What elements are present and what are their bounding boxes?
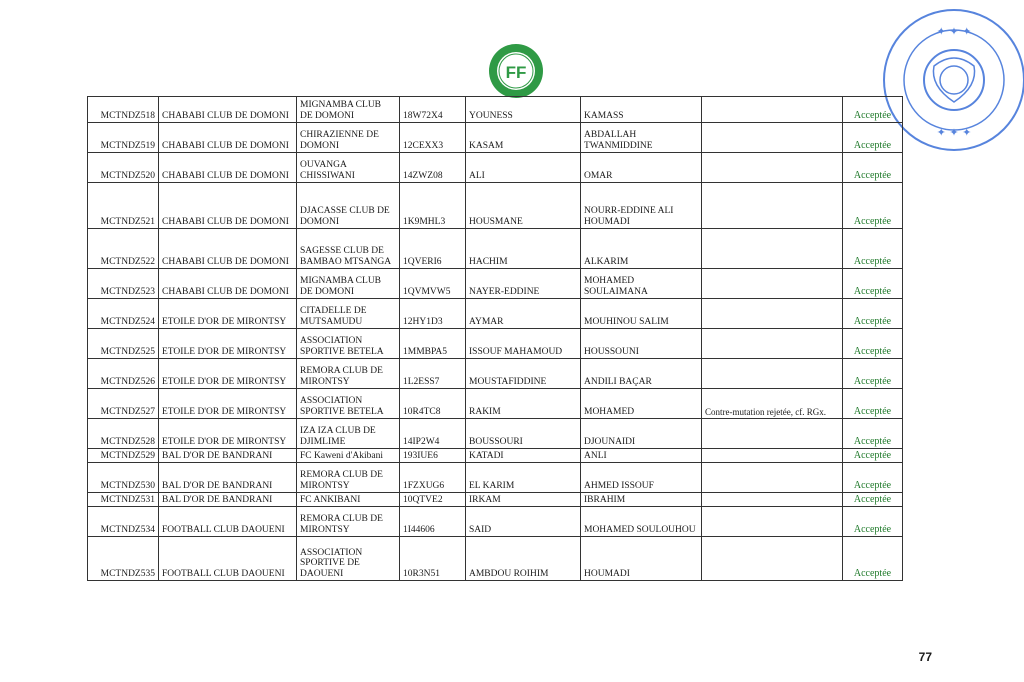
- status-badge: Acceptée: [843, 537, 903, 581]
- club-origin: BAL D'OR DE BANDRANI: [159, 493, 297, 507]
- mutation-id: MCTNDZ530: [88, 463, 159, 493]
- mutations-table: [87, 96, 903, 581]
- status-badge: Acceptée: [843, 329, 903, 359]
- club-origin: ETOILE D'OR DE MIRONTSY: [159, 419, 297, 449]
- table-row: [88, 449, 903, 463]
- mutation-id: MCTNDZ518: [88, 97, 159, 123]
- club-origin: CHABABI CLUB DE DOMONI: [159, 229, 297, 269]
- licence-code: 1I44606: [400, 507, 466, 537]
- player-first-name: RAKIM: [466, 389, 581, 419]
- player-first-name: BOUSSOURI: [466, 419, 581, 449]
- table-row: [88, 359, 903, 389]
- licence-code: 10R3N51: [400, 537, 466, 581]
- licence-code: 10QTVE2: [400, 493, 466, 507]
- status-badge: Acceptée: [843, 153, 903, 183]
- observation: Contre-mutation rejetée, cf. RGx.: [702, 389, 843, 419]
- licence-code: 1FZXUG6: [400, 463, 466, 493]
- player-last-name: MOHAMED SOULOUHOU: [581, 507, 702, 537]
- player-first-name: HACHIM: [466, 229, 581, 269]
- club-destination: SAGESSE CLUB DE BAMBAO MTSANGA: [297, 229, 400, 269]
- table-row: [88, 419, 903, 449]
- licence-code: 10R4TC8: [400, 389, 466, 419]
- club-destination: FC ANKIBANI: [297, 493, 400, 507]
- player-last-name: MOUHINOU SALIM: [581, 299, 702, 329]
- player-last-name: ANLI: [581, 449, 702, 463]
- player-first-name: AYMAR: [466, 299, 581, 329]
- status-badge: Acceptée: [843, 299, 903, 329]
- status-badge: Acceptée: [843, 449, 903, 463]
- club-destination: CHIRAZIENNE DE DOMONI: [297, 123, 400, 153]
- player-first-name: SAID: [466, 507, 581, 537]
- player-last-name: MOHAMED SOULAIMANA: [581, 269, 702, 299]
- player-first-name: IRKAM: [466, 493, 581, 507]
- table-row: [88, 493, 903, 507]
- player-last-name: KAMASS: [581, 97, 702, 123]
- svg-text:✦ ✦ ✦: ✦ ✦ ✦: [936, 126, 972, 139]
- observation: [702, 269, 843, 299]
- player-first-name: KASAM: [466, 123, 581, 153]
- player-last-name: OMAR: [581, 153, 702, 183]
- club-destination: REMORA CLUB DE MIRONTSY: [297, 359, 400, 389]
- status-badge: Acceptée: [843, 419, 903, 449]
- status-badge: Acceptée: [843, 463, 903, 493]
- licence-code: 1QVERI6: [400, 229, 466, 269]
- club-origin: BAL D'OR DE BANDRANI: [159, 449, 297, 463]
- club-destination: FC Kaweni d'Akibani: [297, 449, 400, 463]
- observation: [702, 123, 843, 153]
- licence-code: 18W72X4: [400, 97, 466, 123]
- mutation-id: MCTNDZ525: [88, 329, 159, 359]
- club-origin: FOOTBALL CLUB DAOUENI: [159, 507, 297, 537]
- mutation-id: MCTNDZ521: [88, 183, 159, 229]
- player-last-name: AHMED ISSOUF: [581, 463, 702, 493]
- svg-text:✦ ✦ ✦: ✦ ✦ ✦: [936, 25, 972, 38]
- table-row: [88, 389, 903, 419]
- status-badge: Acceptée: [843, 507, 903, 537]
- licence-code: 193IUE6: [400, 449, 466, 463]
- club-destination: MIGNAMBA CLUB DE DOMONI: [297, 269, 400, 299]
- table-row: [88, 97, 903, 123]
- status-badge: Acceptée: [843, 493, 903, 507]
- club-destination: OUVANGA CHISSIWANI: [297, 153, 400, 183]
- mutation-id: MCTNDZ523: [88, 269, 159, 299]
- observation: [702, 493, 843, 507]
- licence-code: 12CEXX3: [400, 123, 466, 153]
- club-destination: DJACASSE CLUB DE DOMONI: [297, 183, 400, 229]
- table-row: [88, 507, 903, 537]
- player-last-name: ABDALLAH TWANMIDDINE: [581, 123, 702, 153]
- mutation-id: MCTNDZ526: [88, 359, 159, 389]
- observation: [702, 359, 843, 389]
- club-origin: CHABABI CLUB DE DOMONI: [159, 97, 297, 123]
- table-row: [88, 229, 903, 269]
- club-origin: CHABABI CLUB DE DOMONI: [159, 123, 297, 153]
- player-last-name: ANDILI BAÇAR: [581, 359, 702, 389]
- status-badge: Acceptée: [843, 123, 903, 153]
- table-row: [88, 329, 903, 359]
- status-badge: Acceptée: [843, 359, 903, 389]
- licence-code: 1QVMVW5: [400, 269, 466, 299]
- player-last-name: ALKARIM: [581, 229, 702, 269]
- page-number: 77: [918, 650, 932, 664]
- club-origin: ETOILE D'OR DE MIRONTSY: [159, 329, 297, 359]
- mutation-id: MCTNDZ522: [88, 229, 159, 269]
- status-badge: Acceptée: [843, 183, 903, 229]
- licence-code: 12HY1D3: [400, 299, 466, 329]
- club-destination: REMORA CLUB DE MIRONTSY: [297, 463, 400, 493]
- table-row: [88, 537, 903, 581]
- player-first-name: ISSOUF MAHAMOUD: [466, 329, 581, 359]
- mutation-id: MCTNDZ527: [88, 389, 159, 419]
- club-destination: ASSOCIATION SPORTIVE BETELA: [297, 389, 400, 419]
- licence-code: 1L2ESS7: [400, 359, 466, 389]
- mutation-id: MCTNDZ524: [88, 299, 159, 329]
- licence-code: 14ZWZ08: [400, 153, 466, 183]
- club-destination: IZA IZA CLUB DE DJIMLIME: [297, 419, 400, 449]
- licence-code: 1MMBPA5: [400, 329, 466, 359]
- status-badge: Acceptée: [843, 229, 903, 269]
- club-destination: ASSOCIATION SPORTIVE BETELA: [297, 329, 400, 359]
- player-first-name: ALI: [466, 153, 581, 183]
- mutation-id: MCTNDZ535: [88, 537, 159, 581]
- logo-monogram: FF: [505, 63, 527, 82]
- mutation-id: MCTNDZ520: [88, 153, 159, 183]
- table-row: [88, 183, 903, 229]
- status-badge: Acceptée: [843, 97, 903, 123]
- table-row: [88, 123, 903, 153]
- observation: [702, 463, 843, 493]
- player-first-name: MOUSTAFIDDINE: [466, 359, 581, 389]
- mutations-table-body: [88, 97, 903, 581]
- player-last-name: MOHAMED: [581, 389, 702, 419]
- club-origin: FOOTBALL CLUB DAOUENI: [159, 537, 297, 581]
- observation: [702, 329, 843, 359]
- observation: [702, 97, 843, 123]
- club-destination: ASSOCIATION SPORTIVE DE DAOUENI: [297, 537, 400, 581]
- player-first-name: EL KARIM: [466, 463, 581, 493]
- club-origin: ETOILE D'OR DE MIRONTSY: [159, 299, 297, 329]
- table-row: [88, 463, 903, 493]
- mutation-id: MCTNDZ519: [88, 123, 159, 153]
- table-row: [88, 299, 903, 329]
- observation: [702, 229, 843, 269]
- club-origin: ETOILE D'OR DE MIRONTSY: [159, 359, 297, 389]
- club-destination: REMORA CLUB DE MIRONTSY: [297, 507, 400, 537]
- table-row: [88, 153, 903, 183]
- observation: [702, 153, 843, 183]
- club-origin: CHABABI CLUB DE DOMONI: [159, 183, 297, 229]
- mutation-id: MCTNDZ531: [88, 493, 159, 507]
- observation: [702, 419, 843, 449]
- federation-logo: [487, 42, 545, 100]
- observation: [702, 183, 843, 229]
- observation: [702, 299, 843, 329]
- mutation-id: MCTNDZ528: [88, 419, 159, 449]
- player-first-name: NAYER-EDDINE: [466, 269, 581, 299]
- observation: [702, 537, 843, 581]
- club-origin: BAL D'OR DE BANDRANI: [159, 463, 297, 493]
- player-last-name: IBRAHIM: [581, 493, 702, 507]
- mutation-id: MCTNDZ534: [88, 507, 159, 537]
- licence-code: 14IP2W4: [400, 419, 466, 449]
- player-first-name: HOUSMANE: [466, 183, 581, 229]
- club-origin: CHABABI CLUB DE DOMONI: [159, 153, 297, 183]
- club-origin: CHABABI CLUB DE DOMONI: [159, 269, 297, 299]
- club-destination: CITADELLE DE MUTSAMUDU: [297, 299, 400, 329]
- player-first-name: YOUNESS: [466, 97, 581, 123]
- observation: [702, 507, 843, 537]
- status-badge: Acceptée: [843, 389, 903, 419]
- player-last-name: NOURR-EDDINE ALI HOUMADI: [581, 183, 702, 229]
- player-last-name: HOUSSOUNI: [581, 329, 702, 359]
- observation: [702, 449, 843, 463]
- player-first-name: AMBDOU ROIHIM: [466, 537, 581, 581]
- status-badge: Acceptée: [843, 269, 903, 299]
- player-last-name: DJOUNAIDI: [581, 419, 702, 449]
- player-first-name: KATADI: [466, 449, 581, 463]
- club-destination: MIGNAMBA CLUB DE DOMONI: [297, 97, 400, 123]
- player-last-name: HOUMADI: [581, 537, 702, 581]
- licence-code: 1K9MHL3: [400, 183, 466, 229]
- table-row: [88, 269, 903, 299]
- club-origin: ETOILE D'OR DE MIRONTSY: [159, 389, 297, 419]
- mutation-id: MCTNDZ529: [88, 449, 159, 463]
